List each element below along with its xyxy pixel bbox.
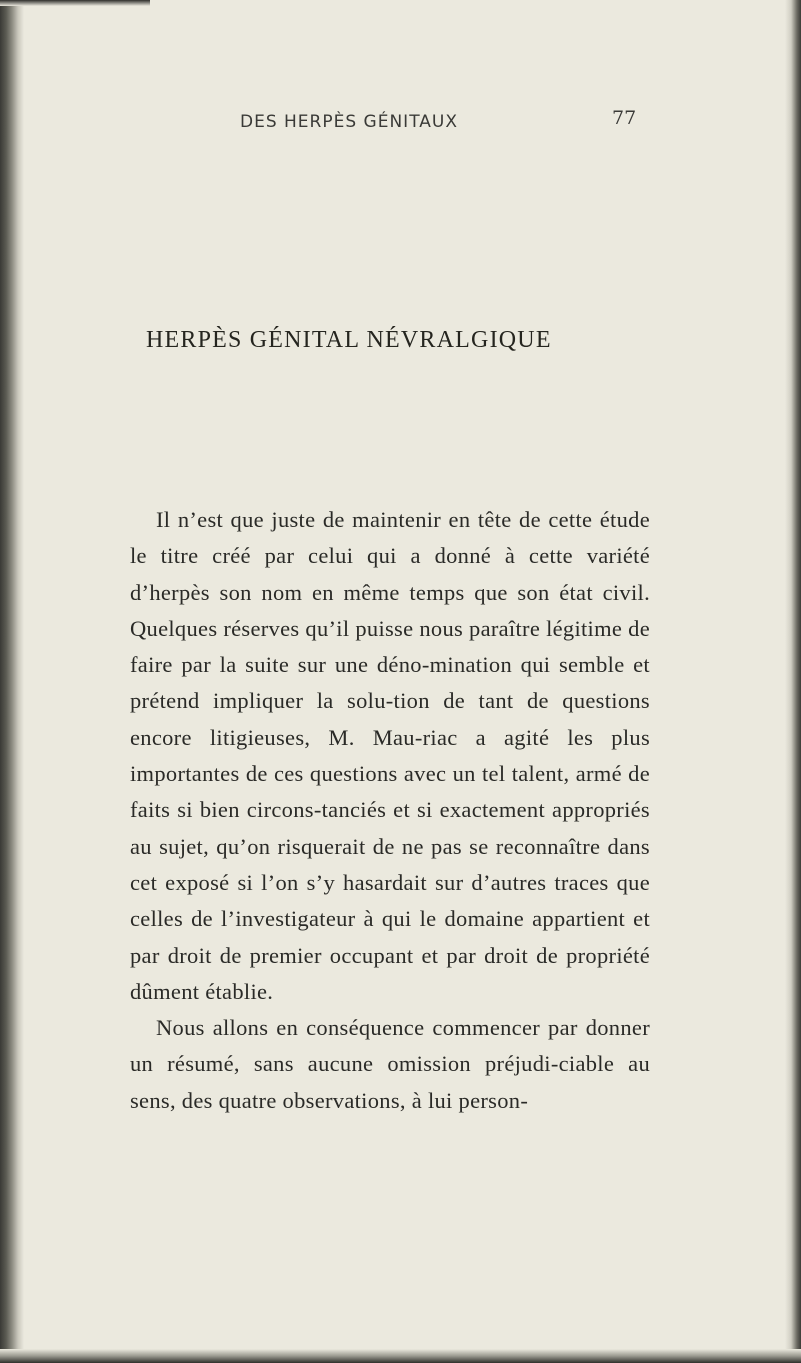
scan-border-right	[785, 0, 801, 1363]
chapter-title: HERPÈS GÉNITAL NÉVRALGIQUE	[146, 327, 552, 353]
scan-border-top	[0, 0, 150, 6]
page-number: 77	[612, 107, 637, 129]
paragraph-1: Il n’est que juste de maintenir en tête de cette étude le titre créé par celui qui a donné à cette variété d’herpès son nom en même temps que son état civil. Quelques réserves qu’il puisse nous paraître légitime de faire par la suite sur une déno-mination qui semble et prétend impliquer la solu-tion de tant de questions encore litigieuses, M. Mau-riac a agité les plus importantes de ces questions avec un tel talent, armé de faits si bien circons-tanciés et si exactement appropriés au sujet, qu’on risquerait de ne pas se reconnaître dans cet exposé si l’on s’y hasardait sur d’autres traces que celles de l’investigateur à qui le domaine appartient et par droit de premier occupant et par droit de propriété dûment établie.	[130, 507, 650, 1004]
body-text	[130, 502, 650, 1119]
scan-border-left	[0, 0, 24, 1363]
scan-border-bottom	[0, 1349, 801, 1363]
paragraph-2: Nous allons en conséquence commencer par donner un résumé, sans aucune omission préjudi-ciable au sens, des quatre observations, à lui person-	[130, 1015, 650, 1113]
running-head: DES HERPÈS GÉNITAUX	[240, 112, 458, 132]
